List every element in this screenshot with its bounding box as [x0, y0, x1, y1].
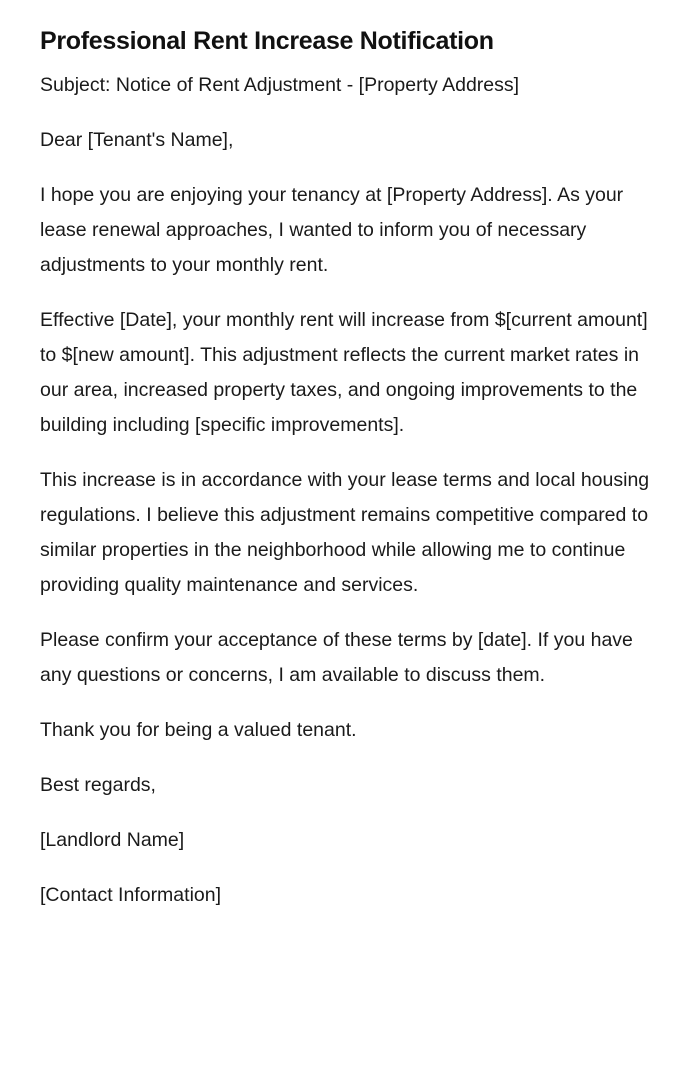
body-paragraph-confirmation: Please confirm your acceptance of these terms by [date]. If you have any questions or concerns, I am available to discuss them. [40, 629, 633, 686]
subject-line: Subject: Notice of Rent Adjustment - [Property Address] [40, 74, 520, 96]
document-title: Professional Rent Increase Notification [40, 27, 494, 55]
body-paragraph-justification: This increase is in accordance with your lease terms and local housing regulations. I believe this adjustment remains competitive compared to similar properties in the neighborhood while allowing me to continue providing quality maintenance and services. [40, 469, 650, 596]
signature-contact: [Contact Information] [40, 884, 222, 906]
body-paragraph-intro: I hope you are enjoying your tenancy at [Property Address]. As your lease renewal approaches, I wanted to inform you of necessary adjustments to your monthly rent. [40, 184, 624, 276]
signature-name: [Landlord Name] [40, 829, 185, 851]
body-paragraph-increase: Effective [Date], your monthly rent will increase from $[current amount] to $[new amount]. This adjustment reflects the current market rates in our area, increased property taxes, and ongoing improvements to the building including [specific improvements]. [40, 309, 648, 436]
salutation: Dear [Tenant's Name], [40, 129, 234, 151]
closing: Best regards, [40, 774, 156, 796]
body-paragraph-thanks: Thank you for being a valued tenant. [40, 719, 357, 741]
